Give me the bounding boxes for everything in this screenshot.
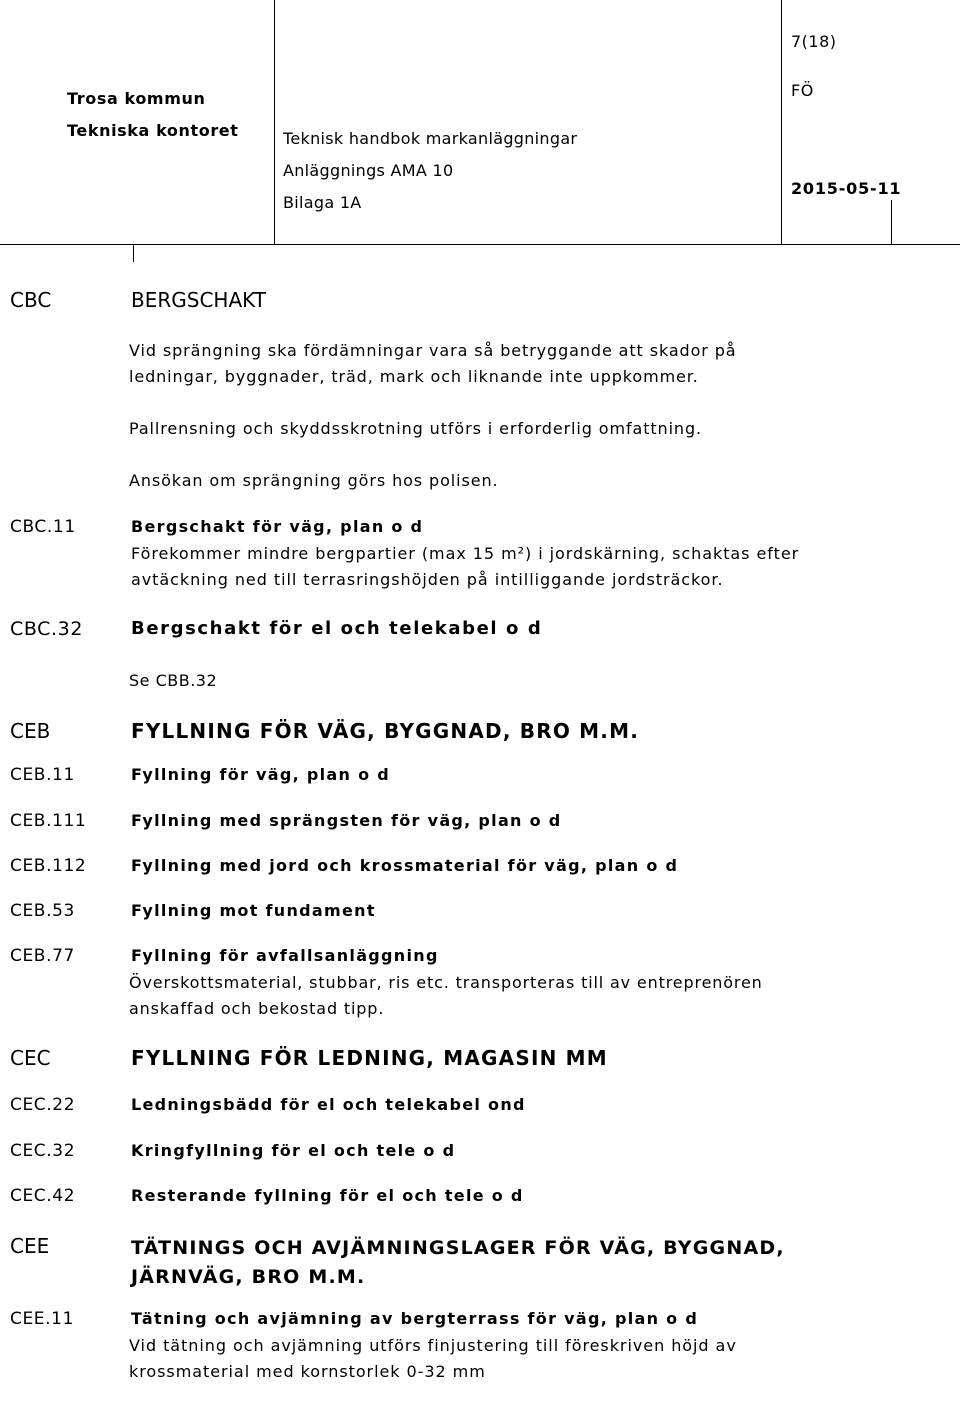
section-paragraph: Överskottsmaterial, stubbar, ris etc. transporteras till av entreprenören anskaffad och bekostad tipp. (129, 973, 763, 1018)
section-code: CEC.32 (10, 1141, 76, 1161)
section-code: CBC.32 (10, 618, 84, 640)
section-code: CEC.22 (10, 1095, 76, 1115)
section-title: Fyllning för väg, plan o d (131, 765, 390, 784)
section-title: Fyllning med sprängsten för väg, plan o d (131, 811, 562, 830)
section-code: CEB.53 (10, 901, 75, 921)
section-paragraph: Vid tätning och avjämning utförs finjustering till föreskriven höjd av krossmaterial med kornstorlek 0-32 mm (129, 1336, 737, 1381)
section-title: Kringfyllning för el och tele o d (131, 1141, 456, 1160)
section-title: Resterande fyllning för el och tele o d (131, 1186, 524, 1205)
page-number: 7(18) (791, 32, 837, 51)
organization-name: Trosa kommun (67, 89, 206, 108)
section-title: FYLLNING FÖR LEDNING, MAGASIN MM (131, 1046, 608, 1070)
header-tick-1 (133, 244, 134, 262)
header-divider-bottom (0, 244, 960, 245)
document-title: Teknisk handbok markanläggningar (283, 129, 578, 148)
section-title: Bergschakt för väg, plan o d (131, 517, 424, 536)
section-code: CEB (10, 719, 51, 743)
section-title: FYLLNING FÖR VÄG, BYGGNAD, BRO M.M. (131, 719, 639, 743)
section-title: Ledningsbädd för el och telekabel ond (131, 1095, 526, 1114)
section-paragraph: Förekommer mindre bergpartier (max 15 m²) i jordskärning, schaktas efter avtäckning ned till terrasringshöjden på intilliggande jordsträckor. (131, 544, 800, 589)
section-code: CEB.111 (10, 811, 87, 831)
section-code: CEB.112 (10, 856, 87, 876)
section-code: CEB.77 (10, 946, 75, 966)
section-paragraph: Pallrensning och skyddsskrotning utförs i erforderlig omfattning. (129, 419, 703, 438)
document-status: FÖ (791, 81, 814, 100)
section-title: Tätning och avjämning av bergterrass för väg, plan o d (131, 1309, 699, 1328)
section-code: CEE (10, 1234, 50, 1258)
section-code: CEC.42 (10, 1186, 76, 1206)
section-title: Bergschakt för el och telekabel o d (131, 618, 543, 639)
section-title: Fyllning mot fundament (131, 901, 376, 920)
section-title: BERGSCHAKT (131, 288, 266, 312)
section-code: CBC.11 (10, 517, 76, 537)
section-title: TÄTNINGS OCH AVJÄMNINGSLAGER FÖR VÄG, BYGGNAD, JÄRNVÄG, BRO M.M. (131, 1237, 785, 1288)
section-title: Fyllning för avfallsanläggning (131, 946, 439, 965)
section-code: CBC (10, 288, 52, 312)
appendix-label: Bilaga 1A (283, 193, 362, 212)
section-code: CEB.11 (10, 765, 75, 785)
document-date: 2015-05-11 (791, 179, 902, 198)
section-title: Fyllning med jord och krossmaterial för väg, plan o d (131, 856, 679, 875)
header-tick-2 (891, 200, 892, 244)
section-code: CEE.11 (10, 1309, 74, 1329)
section-paragraph: Se CBB.32 (129, 671, 218, 690)
section-paragraph: Ansökan om sprängning görs hos polisen. (129, 471, 499, 490)
section-code: CEC (10, 1046, 51, 1070)
header-divider-mid (781, 0, 782, 244)
department-name: Tekniska kontoret (67, 121, 239, 140)
header-divider-left (274, 0, 275, 244)
section-paragraph: Vid sprängning ska fördämningar vara så betryggande att skador på ledningar, byggnader, träd, mark och liknande inte uppkommer. (129, 341, 737, 386)
standard-reference: Anläggnings AMA 10 (283, 161, 454, 180)
